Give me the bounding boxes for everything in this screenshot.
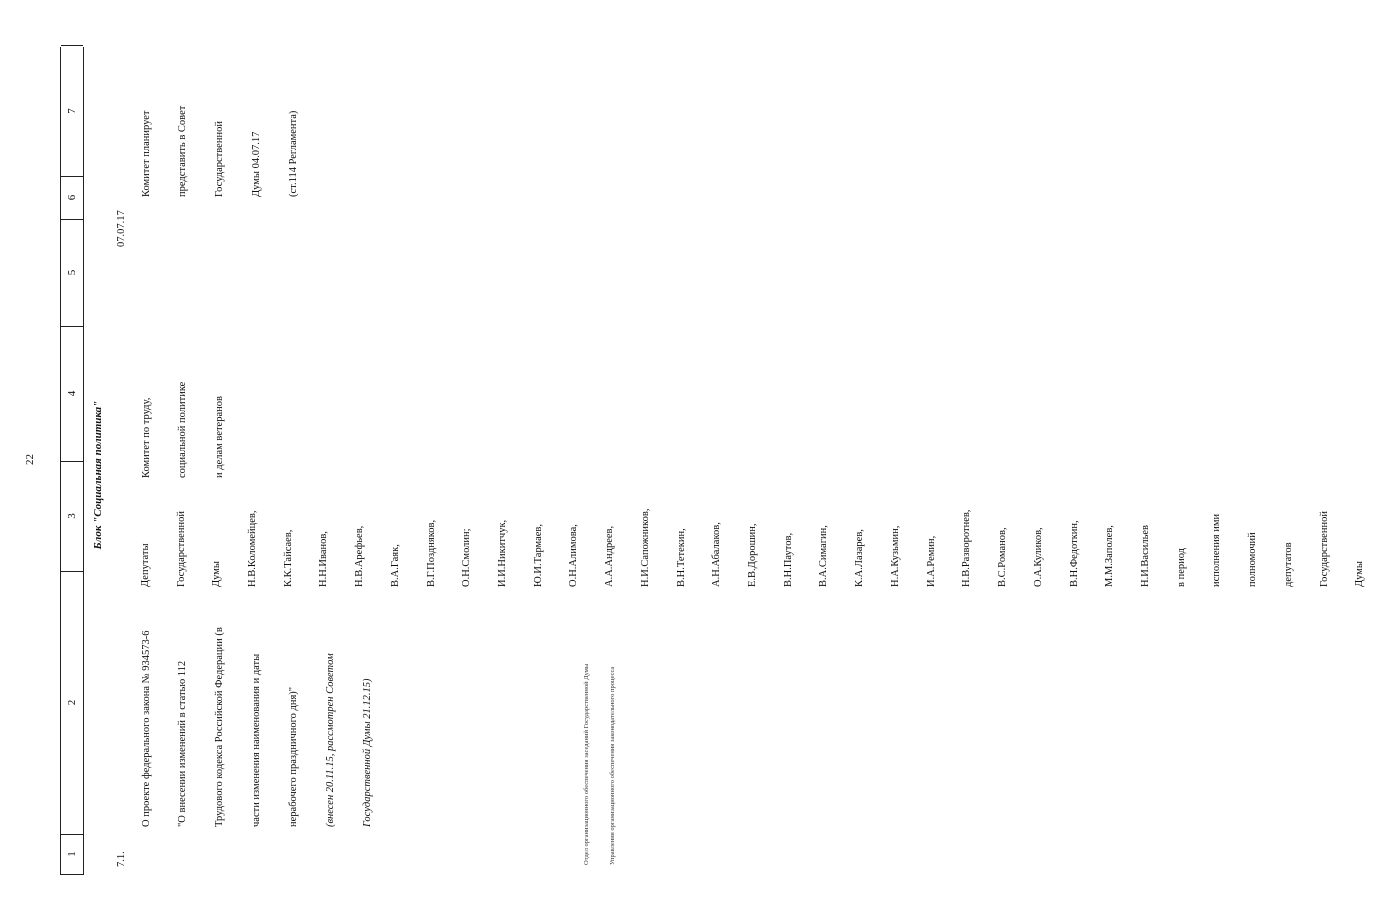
bill-title-line: "О внесении изменений в статью 112 [177,660,189,827]
initiator-line: Н.И.Сапожников, [639,508,651,587]
block-title: Блок "Социальная политика" [92,400,104,550]
footer-note [566,664,634,865]
bill-title-line: О проекте федерального закона № 934573-6 [140,630,152,827]
initiator-line: Н.И.Васильев [1139,524,1151,587]
initiator-line: В.Г.Поздняков, [425,519,437,587]
bill-note-line: (внесен 20.11.15, рассмотрен Советом [325,653,337,827]
initiator-line: Н.Н.Иванов, [318,531,330,587]
plan-note [116,106,325,197]
initiator-line: А.Н.Абалаков, [711,522,723,587]
initiator-line: Н.А.Кузьмин, [889,525,901,587]
initiator-line: Государственной [1318,511,1330,587]
bill-title-line: части изменения наименования и даты [251,653,263,827]
initiator-line: Депутаты [139,543,151,587]
header-col-4: 4 [61,326,83,462]
plan-line: Думы 04.07.17 [251,131,263,197]
header-col-3: 3 [61,461,83,572]
footer-line: Управления организационного обеспечения законодательного процесса [608,666,616,865]
initiator-line: Н.В.Коломейцев, [246,510,258,587]
table-header [60,47,84,875]
plan-line: Комитет планирует [140,110,152,197]
plan-line: Государственной [214,121,226,197]
initiator-line: полномочий [1247,532,1259,587]
date-value: 07.07.17 [116,210,127,247]
initiator-line: депутатов [1282,542,1294,587]
initiator-line: Е.В.Дорошин, [747,523,759,587]
row-number: 7.1. [116,851,127,867]
bill-title [116,627,399,827]
initiator-line: О.Н.Смолин; [461,528,473,587]
initiator-line: Н.В.Арефьев, [354,525,366,587]
initiator-line: В.С.Романов, [997,527,1009,587]
initiator-line: В.Н.Тетекин, [675,528,687,587]
bill-note-line: Государственной Думы 21.12.15) [361,678,373,827]
plan-line: представить в Совет [177,105,189,197]
initiator-line: М.М.Заполев, [1104,525,1116,587]
header-col-2: 2 [61,571,83,835]
initiator-line: В.А.Гаяк, [389,544,401,587]
initiator-line: К.К.Тайсаев, [282,529,294,587]
committee-line: и делам ветеранов [214,396,226,478]
initiator-line: исполнения ими [1211,513,1223,587]
initiator-line: К.А.Лазарев, [854,529,866,587]
initiator-line: В.Н.Паутов, [782,532,794,587]
initiator-line: В.А.Симагин, [818,525,830,587]
header-col-1: 1 [61,834,83,875]
committee [116,382,251,478]
initiator-line: Государственной [175,511,187,587]
plan-line: (ст.114 Регламента) [288,110,300,197]
header-col-6: 6 [61,176,83,220]
initiator-line: Думы [1354,561,1366,587]
footer-line: Отдел организационного обеспечения заседаний Государственной Думы [583,663,590,865]
initiator-line: Н.В.Разворотнев, [961,509,973,587]
initiator-line: О.Н.Алимова, [568,524,580,587]
bill-title-line: нерабочего праздничного дня)" [288,686,300,827]
committee-line: социальной политике [177,381,189,478]
initiator-line: в период [1175,547,1187,587]
initiator-line: Ю.И.Тармаев, [532,523,544,587]
header-col-7: 7 [61,45,83,177]
initiator-line: А.А.Андреев, [604,525,616,587]
initiator-line: И.И.Никитчук, [497,519,508,587]
bill-title-line: Трудового кодекса Российской Федерации (в [214,627,226,827]
initiator-line: О.А.Куликов, [1032,527,1044,587]
initiator-line: Думы [211,561,223,587]
initiator-line: И.А.Ремин, [925,535,937,587]
initiators-list [116,509,1390,587]
page-number: 22 [24,454,36,465]
initiator-line: В.Н.Федоткин, [1068,520,1080,587]
committee-line: Комитет по труду, [140,397,152,478]
header-col-5: 5 [61,219,83,327]
